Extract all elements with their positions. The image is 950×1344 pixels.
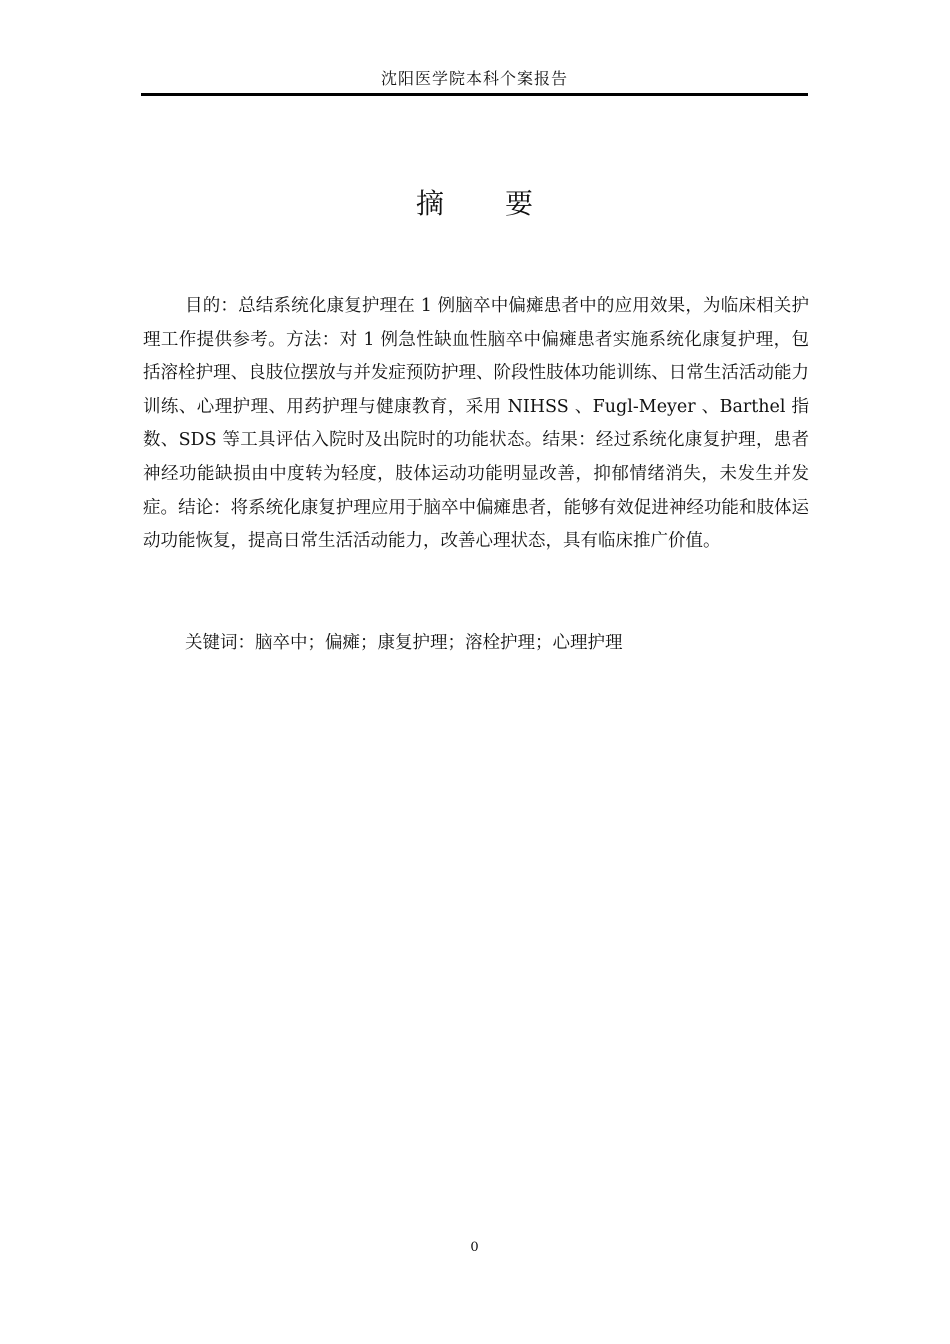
conclusion-text: 将系统化康复护理应用于脑卒中偏瘫患者，能够有效促进神经功能和肢体运动功能恢复，提高日常生活活动能力，改善心理状态，具有临床推广价值。	[143, 497, 810, 552]
keywords-text: 脑卒中；偏瘫；康复护理；溶栓护理；心理护理	[255, 633, 623, 653]
result-label: 结果：	[542, 430, 596, 451]
result-text: 经过系统化康复护理，患者神经功能缺损由中度转为轻度，肢体运动功能明显改善，抑郁情绪消失，未发生并发症。	[143, 430, 810, 518]
keywords-line	[185, 629, 805, 657]
objective-label: 目的：	[185, 296, 239, 316]
running-header: 沈阳医学院本科个案报告	[380, 69, 568, 88]
header-rule	[141, 93, 808, 96]
objective-text: 总结系统化康复护理在 1 例脑卒中偏瘫患者中的应用效果，为临床相关护理工作提供参考。	[143, 296, 809, 350]
method-text: 对 1 例急性缺血性脑卒中偏瘫患者实施系统化康复护理，包括溶栓护理、良肢位摆放与并发症预防护理、阶段性肢体功能训练、日常生活活动能力训练、心理护理、用药护理与健康教育，采用 NIHSS 、Fugl-Meyer 、Barthel 指数、SDS 等工具评估入院时及出院时的功能状态。	[143, 329, 810, 451]
conclusion-label: 结论：	[178, 497, 231, 518]
abstract-paragraph	[143, 290, 809, 559]
page-title: 摘 要	[416, 187, 559, 220]
keywords-label: 关键词：	[185, 633, 255, 653]
page-number: 0	[470, 1240, 479, 1255]
method-label: 方法：	[285, 329, 340, 350]
